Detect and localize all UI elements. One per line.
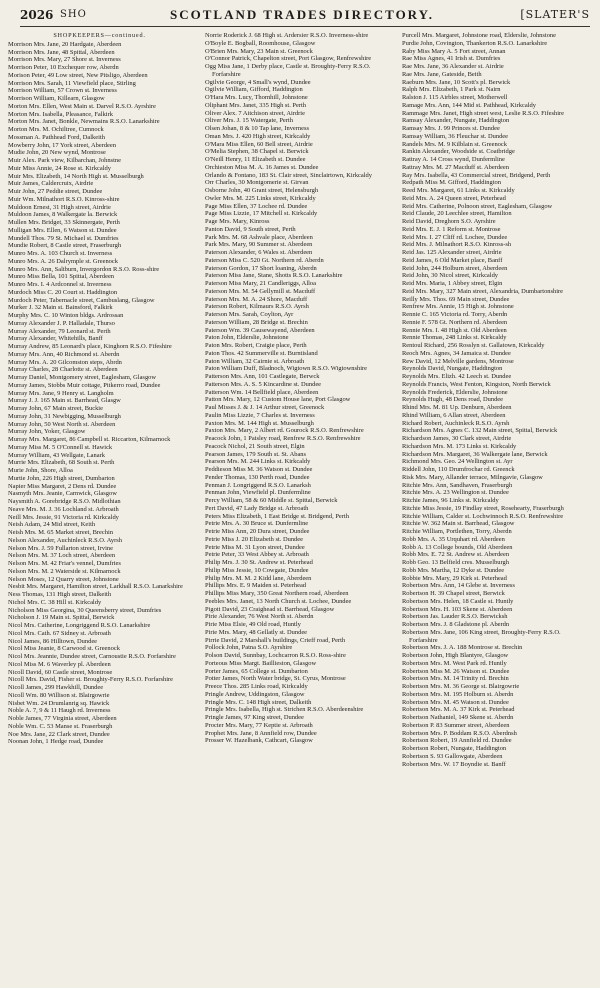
- directory-entry: O'Boyle E. Bogball, Roomhouse, Glasgow: [205, 39, 316, 47]
- directory-entry: Mullen Mrs. Bridget, 33 Skinnergate, Perth: [8, 219, 120, 226]
- directory-entry: Ogg Miss Jane, 1 Derby place, Castle st. Broughty-Ferry R.S.O. Forfarshire: [205, 63, 371, 78]
- directory-entry: Munro Mrs. I. 4 Ardconnel st. Inverness: [8, 281, 112, 288]
- directory-entry: Reid Jas. 125 Alexander street, Airdrie: [402, 249, 502, 256]
- directory-entry: Rhind Mrs. M. 81 Up. Denburn, Aberdeen: [402, 404, 512, 411]
- directory-entry: Oliver Mrs. J. 15 Watergate, Perth: [205, 117, 293, 125]
- directory-entry: Robertson Mrs. Helen, 18 Castle st. Huntly: [402, 597, 514, 605]
- directory-entry: Mowberry John, 17 York street, Aberdeen: [8, 141, 116, 149]
- directory-entry: Rae Mrs. Jane, Gateside, Beith: [402, 70, 482, 78]
- directory-entry: Robertson Robert, 19 Annfield rd. Dundee: [402, 737, 512, 745]
- directory-entry: Nicoll David, 60 Castle street, Montrose: [8, 668, 113, 676]
- directory-entry: Nelson Mrs. M. 42 Friar's vennel, Dumfries: [8, 560, 121, 567]
- directory-entry: Nichol Mrs. C. 38 Hill st. Kirkcaldy: [8, 598, 102, 606]
- directory-entry: Ramsay Mrs. J. 99 Princes st. Dundee: [402, 125, 500, 132]
- directory-entry: Robertson Mrs. W. 17 Boyndie st. Banff: [402, 760, 506, 768]
- directory-entry: Raby Miss Mary A. 5 Fort street, Annan: [402, 47, 506, 55]
- directory-entry: Noble James, 77 Virginia street, Aberdeen: [8, 715, 117, 722]
- directory-entry: Paterson William, 28 Bridge st. Brechin: [205, 318, 308, 326]
- directory-entry: Ritchie James, 96 Links st. Kirkcaldy: [402, 497, 499, 504]
- directory-entry: Murtie John, 226 High street, Dumbarton: [8, 474, 115, 482]
- directory-entry: Ray Mrs. Isabella, 43 Commercial street, Bridgend, Perth: [402, 171, 551, 179]
- directory-entry: O'Neill Henry, 11 Elizabeth st. Dundee: [205, 156, 306, 163]
- page-number: 2026: [20, 8, 54, 22]
- directory-entry: Nicol James, 86 Hilltown, Dundee: [8, 637, 98, 645]
- directory-entry: Murray James, Stobbs Muir cottage, Pitkerro road, Dundee: [8, 381, 161, 389]
- directory-entry: Petrie Miss Ann, 20 Dura street, Dundee: [205, 528, 310, 535]
- directory-entry: Robertson Mrs. P. Boddam R.S.O. Aberdnsh: [402, 729, 517, 737]
- directory-entry: Porter James, 65 College st. Dumbarton: [205, 667, 308, 675]
- directory-entry: Mundie Robert, 8 Castle street, Fraserburgh: [8, 242, 122, 250]
- directory-entry: Panton David, 9 South street, Perth: [205, 225, 296, 233]
- directory-entry: Nicol Miss M. 6 Waverley pl. Aberdeen: [8, 660, 111, 668]
- directory-entry: Ness Thomas, 131 High street, Dalkeith: [8, 591, 112, 598]
- directory-entry: Murphy Mrs. C. 10 Winton bldgs. Ardrossan: [8, 312, 124, 319]
- directory-entry: Paulin Miss Lizzie, 7 Charles st. Inverness: [205, 411, 315, 419]
- directory-entry: Robbie Mrs. Mary, 29 Kirk st. Peterhead: [402, 574, 507, 582]
- directory-entry: Philip Mrs. J. 30 St. Andrew st. Peterhead: [205, 559, 313, 566]
- directory-entry: Risk Mrs. Mary, Allander terrace, Milngavie, Glasgow: [402, 473, 543, 481]
- directory-entry: Nicoll Mrs. David, Fisher st. Broughty-Ferry R.S.O. Forfarshire: [8, 676, 174, 684]
- directory-entry: Noble A. 7, 9 & 11 Haugh rd. Inverness: [8, 707, 111, 715]
- directory-entry: Robertson Mrs. Ann, 14 Glebe st. Inverness: [402, 582, 515, 590]
- directory-entry: Paul Misses J. & J. 14 Arthur street, Greenock: [205, 404, 325, 411]
- directory-entry: Ritchie Mrs. Ann, Sandhaven, Fraserburgh: [402, 481, 513, 489]
- directory-entry: Page Mrs. Mary, Kinross: [205, 218, 270, 225]
- directory-entry: Robertson Jas. Lauder R.S.O. Berwicksh: [402, 613, 508, 621]
- directory-entry: O'Brien Mrs. Mary, 23 Main st. Greenock: [205, 47, 313, 55]
- directory-entry: Reid Mrs. A. 24 Queen street, Peterhead: [402, 194, 506, 202]
- directory-entry: Muir John, 27 Peddie street, Dundee: [8, 188, 103, 195]
- directory-entry: Nicoll Wm. 80 Willison st. Blairgowrie: [8, 691, 110, 699]
- directory-entry: Peters Miss Elizabeth, 1 East Bridge st. Bridgend, Perth: [205, 512, 349, 520]
- directory-entry: Prosser W. Hazelbank, Cathcart, Glasgow: [205, 737, 313, 745]
- directory-entry: Richardson James, 30 Clark street, Airdrie: [402, 435, 512, 442]
- directory-entry: Neill Mrs. Jessie, 91 Victoria rd. Kirkcaldy: [8, 513, 119, 521]
- directory-entry: Phillips Mrs. E. 9 Maiden st. Peterhead: [205, 582, 307, 590]
- directory-entry: Morton Mrs. M. Ochiltree, Cumnock: [8, 126, 104, 133]
- directory-entry: Ritchie William, Calder st. Lochwinnoch R.S.O. Renfrewshire: [402, 512, 564, 520]
- publisher-mark: [SLATER'S: [520, 8, 590, 21]
- directory-entry: O'Mara Miss Ellen, 60 Bell street, Airdrie: [205, 140, 313, 148]
- directory-entry: Nelson Mrs. J. 59 Fullarton street, Irvine: [8, 544, 113, 552]
- directory-entry: Nicol Mrs. Jeannie, Dundee street, Carnoustie R.S.O. Forfarshire: [8, 653, 176, 660]
- directory-entry: Percy William, 58 & 60 Middle st. Spittal, Berwick: [205, 497, 338, 504]
- directory-entry: Robertson Mrs. M. West Park rd. Huntly: [402, 659, 507, 667]
- directory-entry: Neish Mrs. M. 65 Market street, Brechin: [8, 529, 113, 536]
- directory-entry: Noe Mrs. Jane, 22 Clark street, Dundee: [8, 730, 110, 738]
- directory-entry: Richardson Mrs. Agnes C. 132 Main street, Spittal, Berwick: [402, 427, 558, 435]
- directory-entry: Reynolds David, Nungate, Haddington: [402, 365, 503, 373]
- directory-entry: Peacock Nichol, 21 South street, Elgin: [205, 442, 305, 450]
- directory-entry: Murray Miss M. 5 O'Connell st. Hawick: [8, 443, 113, 451]
- directory-entry: Ramsay William, 36 Fleuchar st. Dundee: [402, 132, 508, 140]
- directory-entry: Robertson S. 93 Gallowgate, Aberdeen: [402, 752, 503, 760]
- directory-entry: Redpath Miss M. Gifford, Haddington: [402, 179, 501, 187]
- directory-entry: Preece Thos. 285 Links road, Kirkcaldy: [205, 683, 308, 690]
- directory-entry: Osborne John, 40 Grant street, Helensburgh: [205, 187, 319, 194]
- directory-entry: Morrison Mrs. Jane, 48 Spittal, Aberdeen: [8, 48, 115, 56]
- directory-entry: Nelson Moses, 12 Quarry street, Johnstone: [8, 575, 119, 583]
- directory-entry: Patterson Wm. 14 Bellfield place, Aberdeen: [205, 388, 319, 396]
- directory-entry: Murie John, Shore, Alloa: [8, 467, 73, 474]
- directory-entry: Murray Daniel, Montgomery street, Eaglesham, Glasgow: [8, 374, 157, 381]
- directory-entry: Ramsay Alexander, Nungate, Haddington: [402, 117, 510, 125]
- directory-entry: O'Connor Patrick, Chapelton street, Port Glasgow, Renfrewshire: [205, 55, 372, 63]
- directory-entry: Purcell Mrs. Margaret, Johnstone road, Elderslie, Johnstone: [402, 32, 556, 39]
- directory-entry: Robb Mrs. A. 35 Urquhart rd. Aberdeen: [402, 535, 505, 543]
- directory-entry: Ritchie Mrs. A. 23 Wellington st. Dundee: [402, 489, 509, 497]
- directory-entry: Naysmith A. Gorebridge R.S.O. Midlothian: [8, 498, 121, 505]
- directory-entry: Murray John, 50 West North st. Aberdeen: [8, 420, 116, 428]
- directory-entry: Paterson Gordon, 17 Short loaning, Aberdn: [205, 264, 317, 272]
- directory-entry: Prophet Mrs. Jane, 8 Annfield row, Dundee: [205, 729, 317, 737]
- directory-entry: Murray Mrs. Jane, 9 Henry st. Langholm: [8, 389, 114, 397]
- directory-entry: Morton Mrs. Ellen, West Main st. Darvel R.S.O. Ayrshire: [8, 102, 156, 110]
- directory-entry: Murdoch Peter, Tabernacle street, Cambuslang, Glasgow: [8, 296, 155, 304]
- directory-entry: Pringle Andrew, Uddingston, Glasgow: [205, 690, 305, 698]
- directory-entry: Petrie Miss M. 31 Lyon street, Dundee: [205, 543, 305, 551]
- directory-entry: Olsen Johan, 8 & 10 Tap lane, Inverness: [205, 125, 310, 132]
- directory-entry: Murray Mrs. Ann, 40 Richmond st. Aberdn: [8, 350, 120, 358]
- directory-entry: O'Melia Stephen, 38 Chapel st. Berwick: [205, 148, 309, 156]
- directory-entry: Reynolds Hugh, 48 Dens road, Dundee: [402, 396, 504, 404]
- directory-entry: Ritchie Miss Jessie, 19 Findlay street, Rosehearty, Fraserburgh: [402, 504, 564, 512]
- directory-entry: Morrison William, Killearn, Glasgow: [8, 95, 105, 102]
- directory-entry: Robb A. 13 College bounds, Old Aberdeen: [402, 543, 513, 551]
- directory-entry: Mudie John, 20 New wynd, Montrose: [8, 149, 106, 157]
- directory-entry: Petrie Mrs. A. 30 Bruce st. Dunfermline: [205, 520, 309, 528]
- directory-entry: Robertson Mrs. M. 14 Trinity rd. Brechin: [402, 675, 509, 683]
- directory-entry: Randels Mrs. M. 9 Kilblain st. Greenock: [402, 140, 507, 148]
- directory-entry: Mossman A. Pathhead Ford, Dalkeith: [8, 133, 105, 141]
- directory-entry: Robb Geo. 13 Belfield cres. Musselburgh: [402, 559, 509, 566]
- directory-entry: Robertson Mrs. M. A. 37 Kirk st. Peterhead: [402, 706, 515, 714]
- directory-entry: Peddieson Miss M. 36 Watson st. Dundee: [205, 466, 313, 473]
- directory-entry: Page Miss Lizzie, 17 Mitchell st. Kirkcaldy: [205, 210, 318, 218]
- directory-entry: Pringle Mrs. Isabella, High st. Strichen R.S.O. Aberdeenshire: [205, 706, 364, 714]
- directory-entry: Murray Mrs. A. 20 Gilcomston steps, Abrdn: [8, 358, 122, 366]
- directory-entry: Morison Peter, 49 Low street, New Pitsligo, Aberdeen: [8, 71, 148, 79]
- directory-entry: Robertson Nathaniel, 149 Skene st. Aberdn: [402, 714, 514, 721]
- directory-entry: Reid John, 244 Holburn street, Aberdeen: [402, 264, 508, 272]
- directory-entry: Rattray A. 14 Cross wynd, Dunfermline: [402, 156, 505, 163]
- directory-entry: Mundell Thos. 79 St. Michael st. Dumfries: [8, 234, 119, 242]
- directory-entry: Murray William, 43 Wellgate, Lanark: [8, 451, 105, 459]
- directory-entry: Rennie F. 578 Gt. Northern rd. Aberdeen: [402, 318, 508, 326]
- directory-entry: Park Mrs. M. 68 Ashvale place, Aberdeen: [205, 233, 313, 241]
- directory-entry: Pender Thomas, 130 Perth road, Dundee: [205, 473, 310, 481]
- directory-entry: Muir James, Caldercruix, Airdrie: [8, 180, 94, 188]
- column-2: [205, 32, 389, 982]
- directory-entry: Muir Miss Annie, 24 Rose st. Kirkcaldy: [8, 164, 111, 172]
- directory-entry: Nicol Miss Jeanie, 8 Carwood st. Greenock: [8, 645, 120, 653]
- directory-entry: Petrie Peter, 33 West Abbey st. Arbroath: [205, 551, 309, 559]
- directory-entry: Paton William Duff, Bladnoch, Wigtown R.S.O. Wigtownshire: [205, 365, 368, 373]
- directory-entry: Reid Mrs. Mary, 327 Main street, Alexandria, Dumbartonshire: [402, 287, 564, 295]
- directory-entry: Richmond Mrs. Geo. 24 Wellington st. Ayr: [402, 458, 513, 466]
- directory-entry: Murray John, 67 Main street, Buckie: [8, 405, 103, 412]
- directory-entry: Paton John, Elderslie, Johnstone: [205, 334, 289, 342]
- directory-entry: Reid Mrs. J. Milnathort R.S.O. Kinross-sh: [402, 241, 512, 249]
- directory-entry: Morrison Mrs. Sarah, 11 Viewfield place, Stirling: [8, 79, 136, 87]
- directory-entry: Nicholson J. 19 Main st. Spittal, Berwick: [8, 614, 115, 622]
- directory-entry: Paton Thos. 42 Summerville st. Burntisland: [205, 349, 318, 357]
- directory-entry: Reid John, 30 Nicol street, Kirkcaldy: [402, 272, 499, 280]
- directory-entry: Reid Mrs. Maria, 1 Abbey street, Elgin: [402, 280, 503, 287]
- directory-entry: Ritchie William, Portlethen, Torry, Aberdn: [402, 528, 512, 535]
- directory-entry: Murray Mrs. Margaret, 86 Campbell st. Riccarton, Kilmarnock: [8, 436, 171, 443]
- directory-entry: Pirrie David, 2 Marshall's buildings, Crieff road, Perth: [205, 636, 346, 644]
- directory-entry: Noble Wm. C. 53 Manse st. Fraserburgh: [8, 722, 113, 730]
- directory-entry: Muir Alex. Park view, Kilbarchan, Johnstne: [8, 157, 121, 164]
- directory-entry: Nicoll James, 299 Hawkhill, Dundee: [8, 684, 104, 691]
- directory-entry: Ogilvie William, Gifford, Haddington: [205, 86, 303, 94]
- directory-entry: Nicholson Miss Georgina, 30 Queensberry street, Dumfries: [8, 606, 162, 614]
- directory-entry: Purdie John, Covington, Thankerton R.S.O. Lanarkshire: [402, 39, 548, 47]
- directory-entry: Munro Miss Bella, 101 Spittal, Aberdeen: [8, 273, 115, 281]
- directory-entry: Rennie Mrs. I. 48 High st. Old Aberdeen: [402, 326, 507, 334]
- directory-entry: Pigott David, 23 Craighead st. Barrhead, Glasgow: [205, 605, 335, 613]
- directory-entry: Robertson H. 39 Chapel street, Berwick: [402, 590, 505, 597]
- directory-entry: Murray J. J. 165 Main st. Barrhead, Glasgw: [8, 397, 121, 405]
- directory-entry: Richard Robert, Auchinleck R.S.O. Ayrsh: [402, 419, 510, 427]
- directory-entry: Peacock John, 1 Paisley road, Renfrew R.S.O. Renfrewshire: [205, 435, 361, 442]
- directory-entry: Murray Charles, 28 Charlotte st. Aberdeen: [8, 366, 118, 374]
- directory-entry: Ralph Mrs. Elizabeth, 1 Park st. Nairn: [402, 86, 501, 94]
- directory-entry: Robertson Robert, Nungate, Haddington: [402, 745, 507, 752]
- directory-entry: Pringle Mrs. C. 148 High street, Dalkeith: [205, 698, 312, 706]
- directory-entry: Ramage Mrs. Ann, 144 Mid st. Pathhead, Kirkcaldy: [402, 101, 536, 109]
- directory-entry: Paterson Robert, Kilmaurs R.S.O. Ayrsh: [205, 303, 309, 311]
- directory-entry: Robertson Mrs. Jane, 106 King street, Broughty-Ferry R.S.O. Forfarshire: [402, 628, 561, 644]
- directory-entry: Patton Mrs. Mary, 12 Custom House lane, Port Glasgow: [205, 396, 351, 404]
- directory-entry: Neish Adam, 24 Mid street, Keith: [8, 521, 96, 529]
- directory-entry: Reilly Mrs. Thos. 69 Main street, Dundee: [402, 295, 510, 303]
- directory-entry: Morrison Mrs. Jane, 20 Hardgate, Aberdeen: [8, 40, 122, 48]
- directory-entry: Oliver Alex. 7 Aitchison street, Airdrie: [205, 109, 305, 117]
- directory-entry: Reoch Mrs. Agnes, 34 Jamaica st. Dundee: [402, 349, 511, 357]
- directory-entry: Rae Mrs. Jane, 36 Alexander st. Airdrie: [402, 63, 504, 70]
- directory-entry: Morrison Peter, 10 Exchequer row, Aberdn: [8, 64, 119, 71]
- directory-entry: Procter Mrs. Mary, 77 Keptie st. Arbroath: [205, 721, 313, 729]
- directory-entry: Page Miss Ellen, 37 Lochee rd. Dundee: [205, 202, 308, 210]
- directory-entry: Rennie C. 165 Victoria rd. Torry, Aberdn: [402, 311, 508, 318]
- directory-entry: Polson David, Sunnbay, Lochcarron R.S.O. Ross-shire: [205, 652, 346, 659]
- directory-entry: Raeburn Mrs. Jane, 10 Scott's pl. Berwick: [402, 78, 511, 86]
- directory-entry: Owler Mrs. M. 225 Links street, Kirkcaldy: [205, 194, 316, 202]
- directory-entry: Nesbit Mrs. Margaret, Hamilton street, Larkhall R.S.O. Lanarkshire: [8, 583, 183, 591]
- directory-entry: Murray John, 31 Newbigging, Musselburgh: [8, 412, 121, 420]
- directory-entry: Muldoon Ernest, 31 High street, Airdrie: [8, 203, 111, 211]
- directory-entry: Ogilvie George, 4 Small's wynd, Dundee: [205, 78, 311, 86]
- directory-entry: Patterson Mrs. Ann, 101 Castlegate, Berwck: [205, 373, 320, 380]
- directory-entry: Munro Mrs. A. 103 Church st. Inverness: [8, 250, 113, 257]
- directory-entry: Reynolds Francis, West Fenton, Kingston, North Berwick: [402, 380, 551, 388]
- directory-entry: O'Hara Mrs. Lucy, Thornhill, Johnstone: [205, 94, 308, 101]
- directory-entry: Philip Miss Jessie, 10 Cowgate, Dundee: [205, 566, 309, 574]
- directory-entry: Reid James, 6 Old Market place, Banff: [402, 256, 503, 264]
- directory-entry: Robertson Mrs. M. 45 Watson st. Dundee: [402, 698, 509, 706]
- directory-entry: Murray John, Yoker, Glasgow: [8, 428, 86, 436]
- directory-entry: Paterson Miss Mary, 21 Candleriggs, Alloa: [205, 280, 316, 287]
- directory-entry: Morton Mrs. Isabella, Pleasance, Falkirk: [8, 110, 113, 118]
- directory-entry: Nisbet Wm. 24 Drumlanrig sq. Hawick: [8, 699, 110, 707]
- directory-entry: Munro Mrs. A. 26 Dalrymple st. Greenock: [8, 257, 118, 265]
- directory-entry: Reynolds Mrs. Elizh. 42 Leech st. Dundee: [402, 373, 512, 380]
- directory-entry: Orlando & Fontano, 183 St. Clair street, Sinclairtown, Kirkcaldy: [205, 171, 372, 179]
- directory-entry: Muldoon James, 8 Walkergate la. Berwick: [8, 211, 118, 219]
- directory-entry: Paterson Mrs. M. 54 Gellymill st. Macduff: [205, 287, 316, 295]
- directory-entry: Peebles Mrs. Janet, 13 North Church st. Lochee, Dundee: [205, 597, 352, 605]
- directory-entry: Munro Mrs. Ann, Saltburn, Invergordon R.S.O. Ross-shire: [8, 265, 160, 273]
- directory-entry: Reid David, Dreghorn S.O. Ayrshire: [402, 218, 496, 225]
- directory-entry: Murrie Mrs. Elizabeth, 68 South st. Perth: [8, 459, 115, 467]
- directory-entry: Ritchie W. 362 Main st. Barrhead, Glasgow: [402, 520, 515, 528]
- directory-entry: Murray Alexander, Whitehills, Banff: [8, 335, 103, 343]
- directory-entry: Paterson Alexander, 6 Wales st. Aberdeen: [205, 249, 313, 256]
- directory-entry: Reid Claude, 20 Leechlee street, Hamilton: [402, 210, 512, 218]
- directory-entry: Rankin Alexander, Woodside st. Coatbridge: [402, 148, 515, 156]
- directory-entry: Pollock John, Patna S.O. Ayrshire: [205, 644, 293, 652]
- directory-entry: Robb Mrs. E. 72 St. Andrew st. Aberdeen: [402, 551, 510, 559]
- directory-entry: Reed Mrs. Margaret, 61 Links st. Kirkcaldy: [402, 187, 515, 194]
- directory-entry: Muir Wm. Milnathort R.S.O. Kinross-shire: [8, 195, 120, 203]
- directory-entry: Pirie Alexander, 76 West North st. Aberdn: [205, 613, 314, 621]
- directory-entry: Paxton Mrs. M. 144 High st. Musselburgh: [205, 419, 314, 427]
- directory-entry: Paterson Wm. 39 Causewayend, Aberdeen: [205, 326, 315, 334]
- directory-entry: Morrison William, 57 Crown st. Inverness: [8, 87, 117, 95]
- directory-entry: Robb Mrs. Martha, 12 Dyke st. Dundee: [402, 566, 505, 574]
- directory-entry: Penman J. Longriggend R.S.O. Lanarksh: [205, 481, 311, 489]
- directory-entry: Robertson John, High Blantyre, Glasgow: [402, 652, 509, 659]
- directory-entry: Phillips Miss Mary, 350 Great Northern road, Aberdeen: [205, 590, 349, 597]
- directory-entry: Ralston J. 115 Airbles street, Motherwell: [402, 94, 508, 101]
- directory-entry: Murker J. 32 Main st. Bainsford, Falkirk: [8, 304, 113, 312]
- directory-entry: Petrie Miss J. 20 Elizabeth st. Dundee: [205, 535, 303, 543]
- directory-entry: Renfrew Mrs. Annie, 15 High st. Johnstone: [402, 303, 514, 311]
- directory-entry: Rammage Mrs. Janet, High street west, Leslie R.S.O. Fifeshire: [402, 109, 564, 117]
- directory-entry: Orr Charles, 30 Montgomerie st. Girvan: [205, 179, 309, 187]
- directory-entry: Rew David, 12 Melville gardens, Montrose: [402, 357, 514, 365]
- directory-entry: Porteous Miss Margt. Baillieston, Glasgow: [205, 659, 317, 667]
- directory-entry: Reynolds Frederick, Elderslie, Johnstone: [402, 388, 508, 396]
- directory-entry: Noonan John, 1 Hedge road, Dundee: [8, 738, 104, 746]
- directory-entry: Patterson Mrs. A. S. 5 Kincardine st. Dundee: [205, 380, 322, 388]
- directory-entry: Rae Miss Agnes, 41 Irish st. Dumfries: [402, 55, 501, 63]
- directory-entry: Reid Mrs. Catherine, Polnoon street, Eaglesham, Glasgow: [402, 202, 553, 210]
- directory-entry: Robertson Miss M. 26 Watson st. Dundee: [402, 667, 510, 675]
- section-code: SHO: [60, 9, 87, 20]
- directory-entry: Paterson Mrs. M. A. 24 Shore, Macduff: [205, 295, 308, 303]
- directory-entry: Nasmyth Mrs. Jeanie, Carnwick, Glasgow: [8, 490, 117, 498]
- page-header: [20, 6, 590, 27]
- directory-entry: Robertson Mrs. M. 195 Holburn st. Aberdn: [402, 690, 514, 698]
- directory-entry: Pringle James, 97 King street, Dundee: [205, 714, 304, 721]
- directory-entry: Pirie Miss Elsie, 49 Old road, Huntly: [205, 621, 301, 628]
- directory-entry: Pert David, 47 Lady Bridge st. Arbroath: [205, 504, 309, 512]
- directory-entry: Nicol Mrs. Cath. 67 Sidney st. Arbroath: [8, 629, 111, 637]
- directory-entry: Paton Mrs. Robert, Craigie place, Perth: [205, 342, 307, 349]
- directory-entry: Nelson Alexander, Auchinleck R.S.O. Ayrsh: [8, 536, 122, 544]
- directory-entry: Robertson Mrs. J. A. 188 Montrose st. Brechin: [402, 644, 523, 652]
- directory-entry: Robertson Mrs. J. 8 Gladstone pl. Aberdn: [402, 621, 510, 628]
- directory-entry: Murray Alexander J. P. Halladale, Thurso: [8, 319, 115, 327]
- directory-entry: Nicol Mrs. Catherine, Longriggend R.S.O. Lanarkshire: [8, 622, 151, 629]
- directory-entry: Morton Mrs. Janet, Bonkle, Newmains R.S.O. Lanarkshire: [8, 118, 160, 126]
- directory-entry: Paxton Mrs. Mary, 2 Albert rd. Gourock R.S.O. Renfrewshire: [205, 427, 364, 435]
- directory-entry: Richardson Mrs. Margaret, 36 Walkergate lane, Berwick: [402, 450, 548, 458]
- directory-entry: Rattray Mrs. M. 27 Macduff st. Aberdeen: [402, 163, 509, 171]
- column-3: [402, 32, 586, 982]
- column-heading: SHOPKEEPERS—continued.: [53, 32, 146, 39]
- directory-entry: Oman Mrs. J. 420 High street, Kirkcaldy: [205, 132, 311, 140]
- directory-entry: Norrie Roderick J. 68 High st. Ardersier R.S.O. Inverness-shire: [205, 32, 369, 39]
- directory-entry: Riddell John, 110 Drumfrochar rd. Greenck: [402, 466, 515, 473]
- directory-entry: Pearson Mrs. M. 244 Links st. Kirkcaldy: [205, 458, 311, 466]
- directory-entry: Mulligan Mrs. Ellen, 6 Watson st. Dundee: [8, 226, 117, 234]
- directory-entry: Paterson Miss C. 520 Gt. Northern rd. Aberdn: [205, 256, 324, 264]
- directory-entry: Robertson Mrs. M. 36 George st. Blairgowrie: [402, 683, 520, 690]
- directory-entry: Nelson Mrs. M. 2 Waterside st. Kilmarnock: [8, 567, 121, 575]
- directory-entry: Potter James, North Water bridge, St. Cyrus, Montrose: [205, 675, 346, 683]
- directory-entry: Murray Alexander, 79 Leonard st. Perth: [8, 327, 111, 335]
- directory-entry: Orchieston Miss M. A. 16 James st. Dundee: [205, 163, 319, 171]
- directory-entry: Napier Miss Margaret, 2 Dens rd. Dundee: [8, 482, 117, 490]
- directory-entry: Paton William, 32 Cairnie st. Arbroath: [205, 357, 305, 365]
- directory-entry: Murray Andrew, 85 Leonard's place, Kinghorn R.S.O. Fifeshire: [8, 343, 172, 350]
- directory-entry: Rentoul Richard, 256 Rosslyn st. Gallatown, Kirkcaldy: [402, 342, 545, 349]
- directory-entry: Reid Mrs. E. J. 1 Reform st. Montrose: [402, 225, 501, 233]
- directory-entry: Oliphant Mrs. Janet, 335 High st. Perth: [205, 101, 307, 109]
- directory-entry: Reid Mrs. I. 27 Cliff rd. Lochee, Dundee: [402, 233, 508, 241]
- directory-entry: Murdoch Miss C. 20 Court st. Haddington: [8, 288, 118, 296]
- directory-entry: Paterson Mrs. Sarah, Coylton, Ayr: [205, 311, 294, 318]
- page-title: SCOTLAND TRADES DIRECTORY.: [170, 7, 435, 22]
- directory-entry: Robertson P. 83 Summer street, Aberdeen: [402, 721, 510, 729]
- directory-entry: Muir Mrs. Elizabeth, 14 North High st. Musselburgh: [8, 172, 144, 180]
- column-1: [8, 32, 191, 982]
- directory-entry: Nelson Mrs. M. 37 Loch street, Aberdeen: [8, 552, 116, 560]
- directory-entry: Park Mrs. Mary, 90 Summer st. Aberdeen: [205, 241, 313, 249]
- directory-entry: Rhind William, 6 Allan street, Aberdeen: [402, 411, 506, 419]
- directory-entry: Philip Mrs. M. M. 2 Kidd lane, Aberdeen: [205, 574, 312, 582]
- directory-entry: Morrison Mrs. Mary, 27 Shore st. Inverness: [8, 56, 121, 64]
- directory-entry: Pearson James, 179 South st. St. Abans: [205, 450, 307, 458]
- directory-entry: Rennie Thomas, 248 Links st. Kirkcaldy: [402, 334, 507, 342]
- directory-entry: Robertson Mrs. H. 103 Skene st. Aberdeen: [402, 605, 513, 613]
- directory-entry: Neave Mrs. M. J. 36 Lochland st. Arbroath: [8, 505, 119, 513]
- directory-entry: Penman John, Viewfield pl. Dunfermline: [205, 489, 311, 497]
- directory-entry: Paterson Miss Jane, Stane, Shotts R.S.O. Lanarkshire: [205, 272, 343, 280]
- directory-entry: Pirie Mrs. Mary, 48 Gellatly st. Dundee: [205, 628, 308, 636]
- directory-entry: Richardson Mrs. M. 173 Links st. Kirkcaldy: [402, 442, 517, 450]
